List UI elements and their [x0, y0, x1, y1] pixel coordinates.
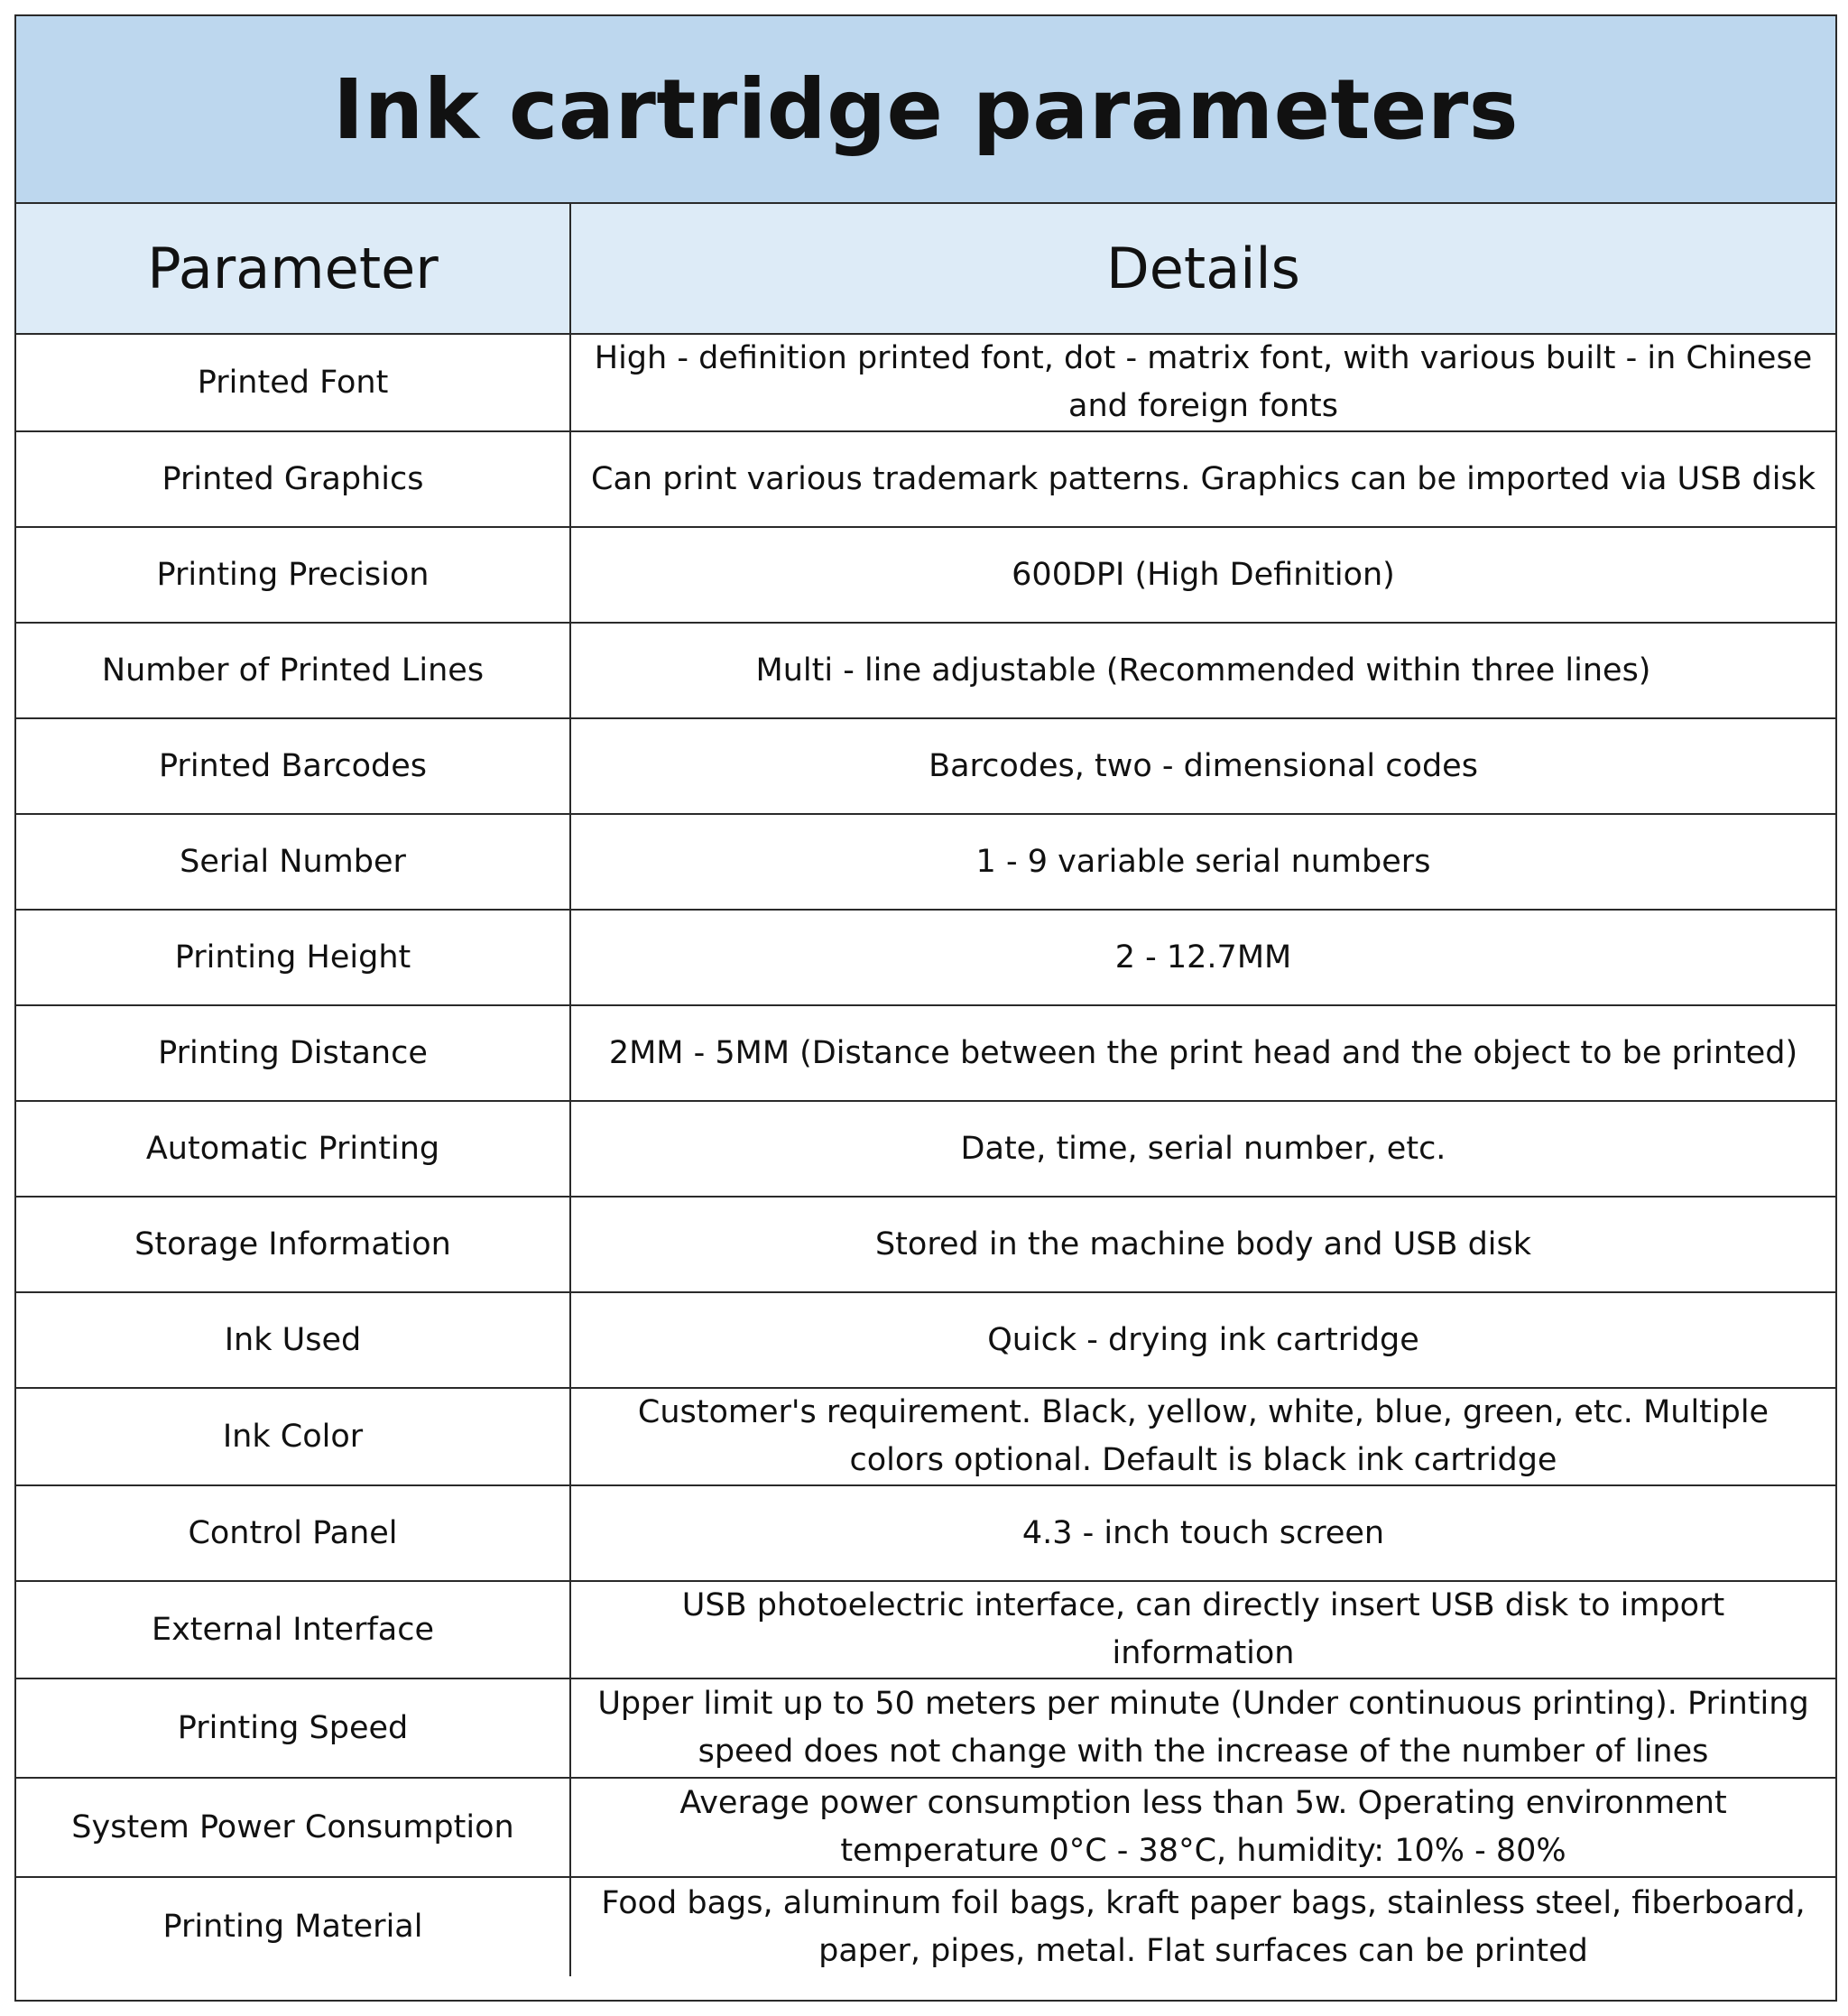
- column-header-parameter: Parameter: [16, 204, 570, 334]
- details-cell: 2MM - 5MM (Distance between the print head and the object to be printed): [570, 1005, 1835, 1101]
- details-cell: USB photoelectric interface, can directly insert USB disk to import information: [570, 1581, 1835, 1678]
- details-cell: Multi - line adjustable (Recommended within three lines): [570, 623, 1835, 718]
- details-cell: Food bags, aluminum foil bags, kraft paper bags, stainless steel, fiberboard, paper, pipes, metal. Flat surfaces can be printed: [570, 1877, 1835, 1976]
- details-cell: Stored in the machine body and USB disk: [570, 1197, 1835, 1292]
- table-row: [16, 1877, 1835, 1976]
- details-cell: Upper limit up to 50 meters per minute (Under continuous printing). Printing speed does not change with the increase of the number of lines: [570, 1678, 1835, 1778]
- table-row: [16, 1388, 1835, 1485]
- details-cell: 1 - 9 variable serial numbers: [570, 814, 1835, 910]
- table-row: [16, 623, 1835, 718]
- details-cell: Average power consumption less than 5w. Operating environment temperature 0°C - 38°C, humidity: 10% - 80%: [570, 1778, 1835, 1877]
- details-cell: Date, time, serial number, etc.: [570, 1101, 1835, 1197]
- table-row: [16, 527, 1835, 623]
- parameter-cell: System Power Consumption: [16, 1778, 570, 1877]
- parameter-cell: Printing Material: [16, 1877, 570, 1976]
- details-cell: Customer's requirement. Black, yellow, white, blue, green, etc. Multiple colors optional. Default is black ink cartridge: [570, 1388, 1835, 1485]
- parameter-cell: Automatic Printing: [16, 1101, 570, 1197]
- parameter-cell: Printing Speed: [16, 1678, 570, 1778]
- details-cell: Can print various trademark patterns. Graphics can be imported via USB disk: [570, 431, 1835, 527]
- table-row: [16, 1292, 1835, 1388]
- parameter-cell: Number of Printed Lines: [16, 623, 570, 718]
- table-row: [16, 1778, 1835, 1877]
- parameter-cell: Ink Color: [16, 1388, 570, 1485]
- table-row: [16, 1678, 1835, 1778]
- title-bar: [16, 16, 1835, 204]
- details-cell: High - definition printed font, dot - matrix font, with various built - in Chinese and foreign fonts: [570, 334, 1835, 431]
- table-row: [16, 718, 1835, 814]
- parameter-cell: Printing Distance: [16, 1005, 570, 1101]
- parameter-cell: Printing Height: [16, 910, 570, 1005]
- table-row: [16, 1485, 1835, 1581]
- parameter-cell: Serial Number: [16, 814, 570, 910]
- table-row: [16, 910, 1835, 1005]
- parameter-cell: Printing Precision: [16, 527, 570, 623]
- parameter-sheet: [14, 14, 1837, 2002]
- parameter-cell: Printed Barcodes: [16, 718, 570, 814]
- parameter-table: [16, 204, 1835, 1976]
- parameter-cell: Printed Graphics: [16, 431, 570, 527]
- column-header-details: Details: [570, 204, 1835, 334]
- details-cell: 2 - 12.7MM: [570, 910, 1835, 1005]
- table-header-row: [16, 204, 1835, 334]
- parameter-cell: Ink Used: [16, 1292, 570, 1388]
- details-cell: Quick - drying ink cartridge: [570, 1292, 1835, 1388]
- details-cell: 4.3 - inch touch screen: [570, 1485, 1835, 1581]
- table-row: [16, 1197, 1835, 1292]
- table-row: [16, 1581, 1835, 1678]
- table-row: [16, 334, 1835, 431]
- details-cell: 600DPI (High Definition): [570, 527, 1835, 623]
- parameter-cell: Control Panel: [16, 1485, 570, 1581]
- table-row: [16, 1101, 1835, 1197]
- table-row: [16, 814, 1835, 910]
- parameter-cell: External Interface: [16, 1581, 570, 1678]
- parameter-cell: Storage Information: [16, 1197, 570, 1292]
- table-row: [16, 1005, 1835, 1101]
- details-cell: Barcodes, two - dimensional codes: [570, 718, 1835, 814]
- page-title: Ink cartridge parameters: [332, 60, 1520, 158]
- table-row: [16, 431, 1835, 527]
- parameter-cell: Printed Font: [16, 334, 570, 431]
